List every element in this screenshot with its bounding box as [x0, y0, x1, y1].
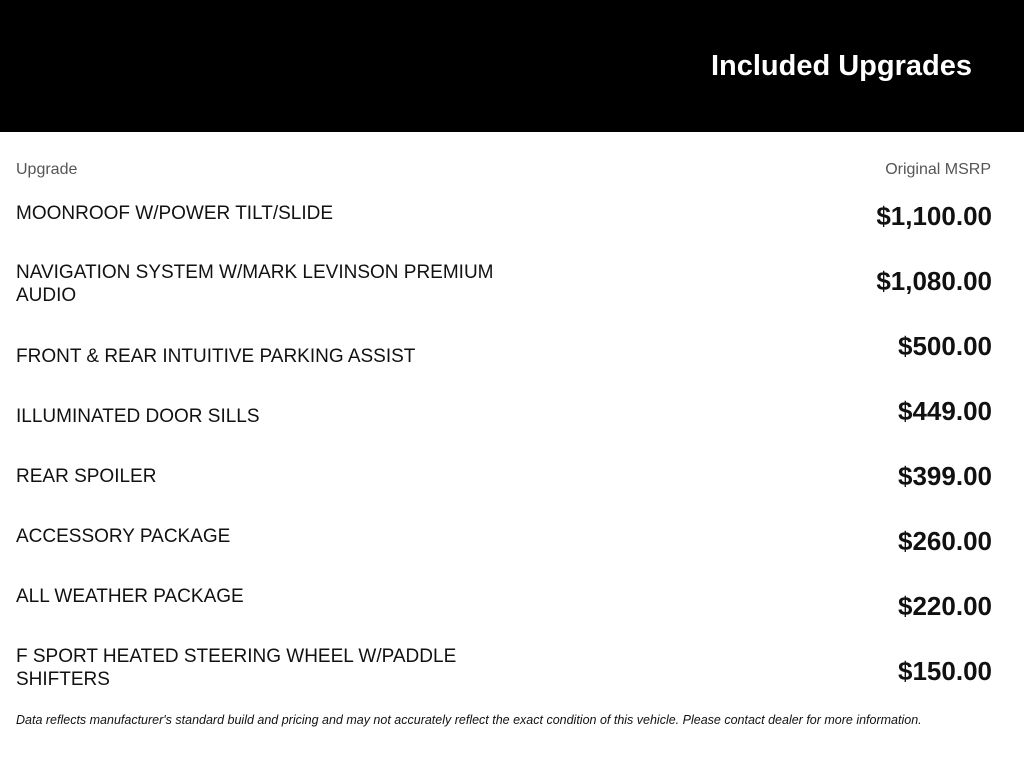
- list-item: [0, 645, 1024, 710]
- column-header-msrp: Original MSRP: [885, 161, 991, 178]
- upgrade-name: ILLUMINATED DOOR SILLS: [16, 406, 260, 427]
- list-item: [0, 320, 1024, 385]
- upgrade-price: $150.00: [898, 656, 992, 686]
- header-banner: [0, 0, 1024, 132]
- page-title: Included Upgrades: [710, 50, 972, 82]
- upgrade-price: $1,080.00: [876, 266, 992, 296]
- upgrades-list: [0, 190, 1024, 710]
- disclaimer-text: Data reflects manufacturer's standard build and pricing and may not accurately reflect the exact condition of this vehicle. Please contact dealer for more information.: [16, 713, 922, 727]
- column-header-upgrade: Upgrade: [16, 161, 78, 178]
- list-item: [0, 255, 1024, 320]
- upgrade-name: MOONROOF W/POWER TILT/SLIDE: [16, 203, 334, 224]
- upgrade-name: FRONT & REAR INTUITIVE PARKING ASSIST: [16, 346, 416, 367]
- list-item: [0, 190, 1024, 255]
- upgrade-name: F SPORT HEATED STEERING WHEEL W/PADDLE SHIFTERS: [16, 646, 457, 690]
- upgrade-price: $260.00: [898, 526, 992, 556]
- list-item: [0, 385, 1024, 450]
- upgrade-name: ACCESSORY PACKAGE: [16, 526, 231, 547]
- upgrade-name: ALL WEATHER PACKAGE: [16, 586, 244, 607]
- upgrade-price: $449.00: [898, 396, 992, 426]
- list-item: [0, 580, 1024, 645]
- upgrade-name: NAVIGATION SYSTEM W/MARK LEVINSON PREMIUM AUDIO: [16, 262, 494, 306]
- upgrade-price: $220.00: [898, 591, 992, 621]
- upgrade-price: $1,100.00: [876, 201, 992, 231]
- list-item: [0, 450, 1024, 515]
- upgrade-name: REAR SPOILER: [16, 466, 157, 487]
- upgrade-price: $399.00: [898, 461, 992, 491]
- upgrade-price: $500.00: [898, 331, 992, 361]
- list-item: [0, 515, 1024, 580]
